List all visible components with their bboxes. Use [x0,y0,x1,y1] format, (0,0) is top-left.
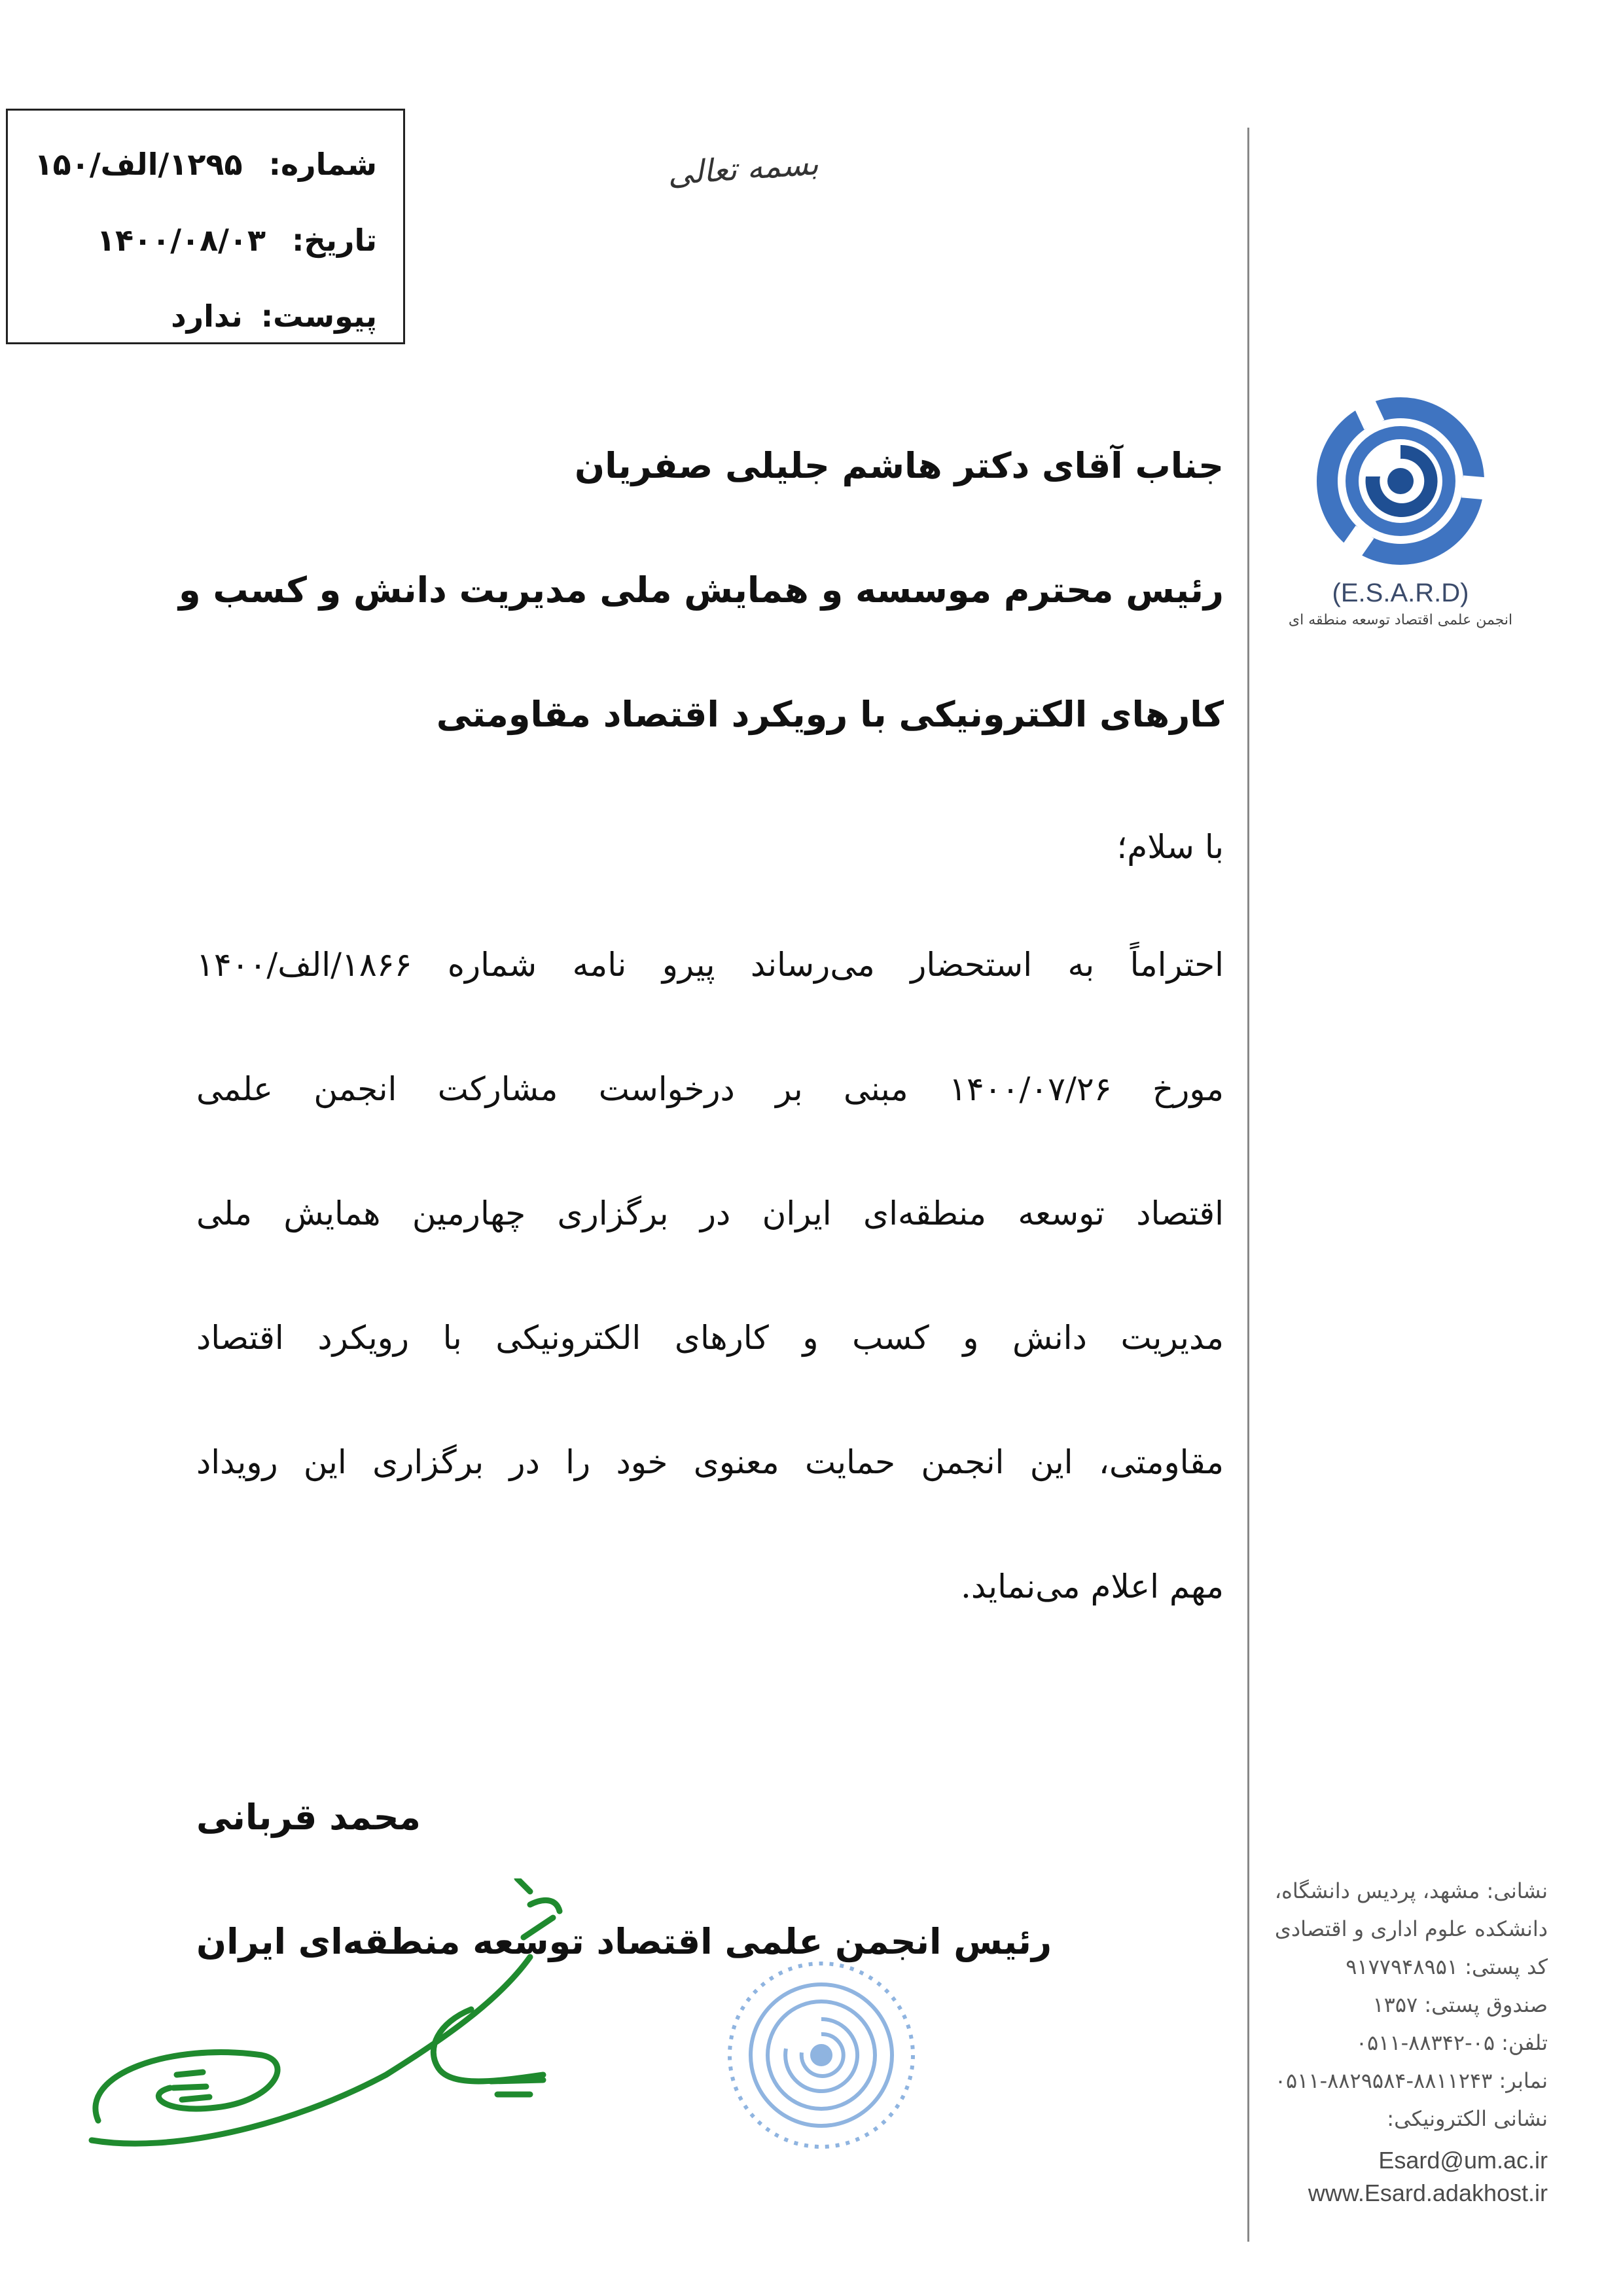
contact-info [1247,1872,1548,2210]
official-seal-icon [723,1957,919,2153]
contact-email[interactable]: Esard@um.ac.ir [1378,2147,1548,2174]
reference-date-value: ۱۴۰۰/۰۸/۰۳ [96,223,266,258]
reference-number-value: ۱۲۹۵/الف/۱۵۰ [34,147,243,182]
contact-fax: نمابر: ۸۸۱۱۲۴۳-۸۸۲۹۵۸۴-۰۵۱۱ [1274,2068,1548,2093]
reference-attachment-label: پیوست: [260,298,377,334]
reference-number-label: شماره: [268,147,377,182]
esard-emblem-icon [1312,393,1489,569]
contact-po-box: صندوق پستی: ۱۳۵۷ [1372,1992,1548,2017]
body-line: مورخ ۱۴۰۰/۰۷/۲۶ مبنی بر درخواست مشارکت انجمن علمی [196,1070,1224,1108]
contact-website[interactable]: www.Esard.adakhost.ir [1308,2179,1548,2206]
contact-address-line-1: نشانی: مشهد، پردیس دانشگاه، [1274,1878,1548,1903]
logo-acronym: (E.S.A.R.D) [1332,579,1469,607]
addressee-line-2: رئیس محترم موسسه و همایش ملی مدیریت دانش و کسب و [178,569,1224,611]
body-line: احتراماً به استحضار می‌رساند پیرو نامه شماره ۱۸۶۶/الف/۱۴۰۰ [196,946,1224,984]
esard-logo [1253,393,1548,628]
contact-postal-code: کد پستی: ۹۱۷۷۹۴۸۹۵۱ [1346,1954,1548,1979]
signatory-title: رئیس انجمن علمی اقتصاد توسعه منطقه‌ای ایران [196,1921,1052,1962]
greeting: با سلام؛ [1116,828,1224,866]
logo-subtitle: انجمن علمی اقتصاد توسعه منطقه ای [1288,612,1513,628]
body-line: مدیریت دانش و کسب و کارهای الکترونیکی با رویکرد اقتصاد [196,1319,1224,1357]
body-line: مهم اعلام می‌نماید. [961,1568,1224,1605]
reference-attachment-value: ندارد [171,298,243,334]
handwritten-signature-icon [72,1878,569,2186]
body-line: مقاومتی، این انجمن حمایت معنوی خود را در برگزاری این رویداد [196,1443,1224,1481]
addressee-line-1: جناب آقای دکتر هاشم جلیلی صفریان [574,445,1224,486]
reference-date-label: تاریخ: [292,223,377,258]
signatory-name: محمد قربانی [196,1797,421,1838]
body-line: اقتصاد توسعه منطقه‌ای ایران در برگزاری چهارمین همایش ملی [196,1194,1224,1232]
contact-address-line-2: دانشکده علوم اداری و اقتصادی [1274,1916,1548,1941]
contact-email-label: نشانی الکترونیکی: [1387,2106,1548,2131]
addressee-line-3: کارهای الکترونیکی با رویکرد اقتصاد مقاومتی [436,694,1224,735]
contact-phone: تلفن: ۰۵-۸۸۳۴۲-۰۵۱۱ [1355,2030,1548,2055]
basmala-heading: بسمه تعالی [666,145,820,192]
